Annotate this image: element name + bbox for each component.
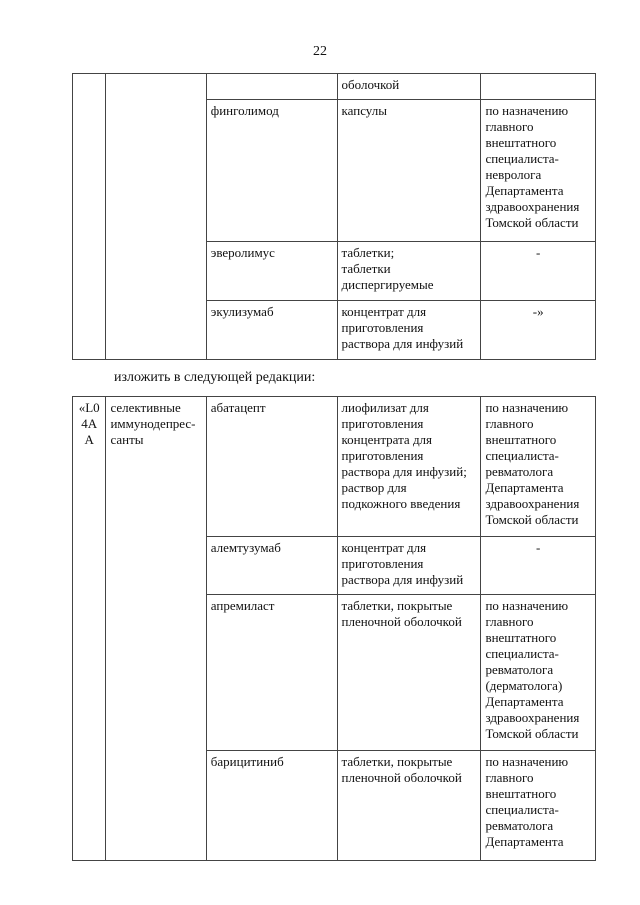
- dosage-form-cell: [337, 242, 481, 301]
- drug-name-cell: [206, 595, 337, 751]
- note: по назначению главного внештатного специалиста- ревматолога Департамента здравоохранения Томской области: [485, 400, 580, 527]
- note: -»: [532, 304, 544, 319]
- drug-name: алемтузумаб: [210, 540, 281, 555]
- pharmacological-group: селективные иммунодепрес- санты: [110, 400, 196, 447]
- note: по назначению главного внештатного специалиста- ревматолога Департамента: [485, 754, 569, 849]
- note-cell: [481, 751, 596, 861]
- note: по назначению главного внештатного специалиста- невролога Департамента здравоохранения Томской области: [485, 103, 580, 230]
- dosage-form: концентрат для приготовления раствора для инфузий: [341, 540, 464, 587]
- dosage-form-cell: [337, 537, 481, 595]
- dosage-form: капсулы: [341, 103, 387, 118]
- dosage-form: лиофилизат для приготовления концентрата для приготовления раствора для инфузий; раствор для подкожного введения: [341, 400, 467, 511]
- atc-code-cell: [73, 397, 106, 861]
- medication-table-previous: [72, 73, 596, 360]
- dosage-form-cell: [337, 595, 481, 751]
- note: по назначению главного внештатного специалиста- ревматолога (дерматолога) Департамента здравоохранения Томской области: [485, 598, 580, 741]
- group-cell: [106, 397, 206, 861]
- dosage-form: таблетки; таблетки диспергируемые: [341, 245, 434, 292]
- drug-name-cell: [206, 74, 337, 100]
- dosage-form-cell: [337, 301, 481, 360]
- note-cell: [481, 397, 596, 537]
- dosage-form-cell: [337, 74, 481, 100]
- page-number: 22: [313, 44, 327, 59]
- dosage-form-cell: [337, 751, 481, 861]
- note-cell: [481, 595, 596, 751]
- note-cell: [481, 74, 596, 100]
- drug-name: апремиласт: [210, 598, 275, 613]
- note-cell: [481, 100, 596, 242]
- atc-code-cell: [73, 74, 106, 360]
- drug-name-cell: [206, 537, 337, 595]
- drug-name-cell: [206, 301, 337, 360]
- dosage-form: оболочкой: [341, 77, 400, 92]
- drug-name: эверолимус: [210, 245, 275, 260]
- dosage-form-cell: [337, 397, 481, 537]
- drug-name-cell: [206, 397, 337, 537]
- drug-name-cell: [206, 242, 337, 301]
- instruction-text: изложить в следующей редакции:: [114, 370, 316, 385]
- note: -: [536, 540, 541, 555]
- note-cell: [481, 301, 596, 360]
- dosage-form: концентрат для приготовления раствора для инфузий: [341, 304, 464, 351]
- medication-table-new: [72, 396, 596, 861]
- drug-name: барицитиниб: [210, 754, 284, 769]
- dosage-form: таблетки, покрытые пленочной оболочкой: [341, 598, 462, 629]
- group-cell: [106, 74, 206, 360]
- note: -: [536, 245, 541, 260]
- atc-code: «L0 4A A: [78, 400, 100, 447]
- drug-name: экулизумаб: [210, 304, 274, 319]
- dosage-form-cell: [337, 100, 481, 242]
- drug-name-cell: [206, 751, 337, 861]
- table-row: [73, 74, 596, 100]
- dosage-form: таблетки, покрытые пленочной оболочкой: [341, 754, 462, 785]
- note-cell: [481, 537, 596, 595]
- drug-name: финголимод: [210, 103, 279, 118]
- drug-name-cell: [206, 100, 337, 242]
- table-row: [73, 397, 596, 537]
- note-cell: [481, 242, 596, 301]
- drug-name: абатацепт: [210, 400, 266, 415]
